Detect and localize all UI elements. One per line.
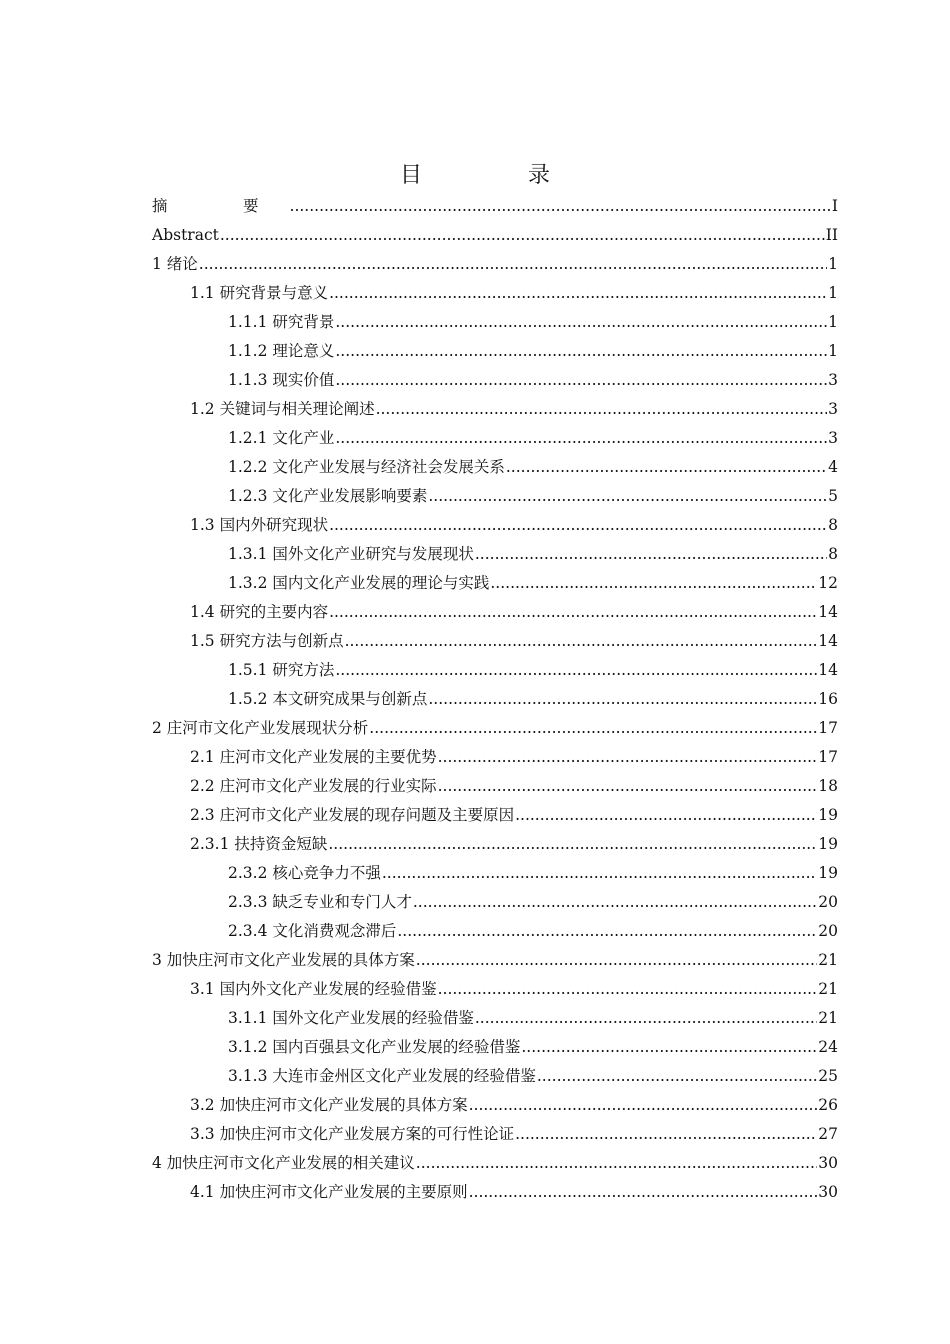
toc-entry-label: 1.1 研究背景与意义	[190, 284, 329, 302]
toc-entry-label: 2.3.2 核心竞争力不强	[228, 864, 381, 882]
toc-entry[interactable]	[152, 598, 838, 627]
toc-entry-label: 1.5.1 研究方法	[228, 661, 335, 679]
toc-entry[interactable]	[152, 917, 838, 946]
toc-entry-page: 1	[828, 284, 838, 302]
toc-leader-dots	[490, 569, 817, 598]
toc-entry-label: 3.3 加快庄河市文化产业发展方案的可行性论证	[190, 1125, 515, 1143]
toc-entry-label: 2.3.1 扶持资金短缺	[190, 835, 328, 853]
toc-entry-label: 1.5.2 本文研究成果与创新点	[228, 690, 428, 708]
toc-leader-dots	[469, 1178, 818, 1207]
toc-entry[interactable]	[152, 1062, 838, 1091]
toc-entry[interactable]	[152, 1149, 838, 1178]
toc-entry-label: 3.1 国内外文化产业发展的经验借鉴	[190, 980, 437, 998]
toc-entry-page: 21	[818, 1009, 838, 1027]
toc-leader-dots	[537, 1062, 817, 1091]
toc-leader-dots	[335, 656, 817, 685]
toc-leader-dots	[428, 685, 817, 714]
toc-entry[interactable]	[152, 859, 838, 888]
toc-leader-dots	[382, 859, 817, 888]
toc-entry-label: 1.3.1 国外文化产业研究与发展现状	[228, 545, 474, 563]
toc-leader-dots	[290, 192, 831, 221]
toc-entry-page: 18	[818, 777, 838, 795]
toc-entry-page: 19	[818, 864, 838, 882]
toc-entry[interactable]	[152, 714, 838, 743]
toc-entry-page: 30	[818, 1183, 838, 1201]
toc-entry-label: 4 加快庄河市文化产业发展的相关建议	[152, 1154, 415, 1172]
toc-leader-dots	[475, 540, 827, 569]
toc-entry-page: 14	[818, 632, 838, 650]
toc-entry[interactable]	[152, 192, 838, 221]
toc-leader-dots	[428, 482, 827, 511]
toc-leader-dots	[416, 1149, 817, 1178]
toc-entry[interactable]	[152, 308, 838, 337]
toc-entry-page: 20	[818, 893, 838, 911]
toc-entry[interactable]	[152, 395, 838, 424]
toc-entry-page: 4	[828, 458, 838, 476]
toc-entry-label: 2.2 庄河市文化产业发展的行业实际	[190, 777, 437, 795]
toc-leader-dots	[376, 395, 828, 424]
toc-entry[interactable]	[152, 540, 838, 569]
toc-entry[interactable]	[152, 830, 838, 859]
toc-entry[interactable]	[152, 366, 838, 395]
toc-entry-page: 25	[818, 1067, 838, 1085]
toc-entry[interactable]	[152, 656, 838, 685]
toc-entry-label: 1.3 国内外研究现状	[190, 516, 329, 534]
toc-leader-dots	[515, 801, 817, 830]
toc-entry-page: 3	[828, 400, 838, 418]
toc-entry-label: 2 庄河市文化产业发展现状分析	[152, 719, 369, 737]
toc-leader-dots	[329, 511, 827, 540]
toc-entry-page: 20	[818, 922, 838, 940]
toc-entry-page: 14	[818, 661, 838, 679]
toc-leader-dots	[515, 1120, 817, 1149]
toc-entry-label: 2.3.3 缺乏专业和专门人才	[228, 893, 412, 911]
toc-entry[interactable]	[152, 946, 838, 975]
toc-leader-dots	[335, 424, 827, 453]
toc-entry-page: 1	[828, 255, 838, 273]
toc-entry-page: 12	[818, 574, 838, 592]
toc-entry-label: 3 加快庄河市文化产业发展的具体方案	[152, 951, 415, 969]
toc-entry-page: 8	[828, 545, 838, 563]
toc-entry[interactable]	[152, 482, 838, 511]
toc-leader-dots	[475, 1004, 817, 1033]
toc-entry-label: 1.2.2 文化产业发展与经济社会发展关系	[228, 458, 505, 476]
toc-entry-label: 3.2 加快庄河市文化产业发展的具体方案	[190, 1096, 468, 1114]
toc-entry[interactable]	[152, 424, 838, 453]
toc-entry-page: I	[831, 197, 838, 215]
toc-entry-page: 17	[818, 748, 838, 766]
toc-entry-label: 3.1.2 国内百强县文化产业发展的经验借鉴	[228, 1038, 521, 1056]
toc-entry[interactable]	[152, 279, 838, 308]
toc-leader-dots	[369, 714, 817, 743]
table-of-contents	[152, 192, 838, 1207]
toc-leader-dots	[397, 917, 817, 946]
toc-entry[interactable]	[152, 772, 838, 801]
toc-entry-label: 1.2 关键词与相关理论阐述	[190, 400, 375, 418]
toc-entry[interactable]	[152, 1120, 838, 1149]
toc-entry-label: 2.3.4 文化消费观念滞后	[228, 922, 397, 940]
toc-entry-page: 27	[818, 1125, 838, 1143]
toc-entry-page: 8	[828, 516, 838, 534]
toc-leader-dots	[335, 337, 827, 366]
toc-entry-label: 2.3 庄河市文化产业发展的现存问题及主要原因	[190, 806, 515, 824]
toc-entry[interactable]	[152, 743, 838, 772]
toc-leader-dots	[329, 279, 827, 308]
toc-entry-label: 3.1.1 国外文化产业发展的经验借鉴	[228, 1009, 474, 1027]
toc-entry[interactable]	[152, 569, 838, 598]
toc-leader-dots	[335, 308, 827, 337]
toc-leader-dots	[345, 627, 818, 656]
toc-entry[interactable]	[152, 685, 838, 714]
toc-entry[interactable]	[152, 1091, 838, 1120]
toc-entry-page: 21	[818, 980, 838, 998]
toc-entry[interactable]	[152, 511, 838, 540]
toc-entry-label: Abstract	[152, 226, 219, 244]
toc-leader-dots	[438, 743, 818, 772]
toc-leader-dots	[521, 1033, 817, 1062]
toc-entry-page: 21	[818, 951, 838, 969]
toc-entry[interactable]	[152, 801, 838, 830]
toc-entry-label: 3.1.3 大连市金州区文化产业发展的经验借鉴	[228, 1067, 536, 1085]
toc-entry-page: II	[825, 226, 838, 244]
toc-entry[interactable]	[152, 1178, 838, 1207]
toc-entry[interactable]	[152, 888, 838, 917]
toc-leader-dots	[438, 975, 818, 1004]
toc-entry-page: 17	[818, 719, 838, 737]
toc-entry-page: 1	[828, 313, 838, 331]
toc-entry-page: 3	[828, 371, 838, 389]
toc-leader-dots	[469, 1091, 818, 1120]
toc-entry-page: 30	[818, 1154, 838, 1172]
toc-entry[interactable]	[152, 453, 838, 482]
toc-entry[interactable]	[152, 250, 838, 279]
toc-leader-dots	[220, 221, 825, 250]
toc-entry-page: 19	[818, 806, 838, 824]
toc-entry-page: 3	[828, 429, 838, 447]
toc-entry-label: 4.1 加快庄河市文化产业发展的主要原则	[190, 1183, 468, 1201]
toc-entry-label: 摘 要	[152, 197, 289, 215]
toc-leader-dots	[329, 598, 817, 627]
toc-leader-dots	[438, 772, 818, 801]
toc-entry-label: 1.2.1 文化产业	[228, 429, 335, 447]
toc-entry-label: 1.2.3 文化产业发展影响要素	[228, 487, 428, 505]
toc-entry-page: 24	[818, 1038, 838, 1056]
toc-entry-page: 19	[818, 835, 838, 853]
toc-entry[interactable]	[152, 221, 838, 250]
toc-entry-label: 1.1.3 现实价值	[228, 371, 335, 389]
toc-leader-dots	[199, 250, 827, 279]
toc-entry-label: 2.1 庄河市文化产业发展的主要优势	[190, 748, 437, 766]
toc-entry[interactable]	[152, 337, 838, 366]
toc-entry[interactable]	[152, 627, 838, 656]
toc-entry-label: 1 绪论	[152, 255, 198, 273]
toc-entry-label: 1.3.2 国内文化产业发展的理论与实践	[228, 574, 490, 592]
toc-entry-label: 1.4 研究的主要内容	[190, 603, 329, 621]
toc-title: 目 录	[399, 163, 592, 188]
toc-entry-page: 14	[818, 603, 838, 621]
toc-leader-dots	[416, 946, 817, 975]
toc-leader-dots	[335, 366, 827, 395]
toc-entry-page: 16	[818, 690, 838, 708]
toc-entry-label: 1.1.2 理论意义	[228, 342, 335, 360]
toc-leader-dots	[413, 888, 817, 917]
toc-entry[interactable]	[152, 1004, 838, 1033]
toc-entry-label: 1.1.1 研究背景	[228, 313, 335, 331]
toc-leader-dots	[328, 830, 817, 859]
toc-entry[interactable]	[152, 1033, 838, 1062]
toc-entry-label: 1.5 研究方法与创新点	[190, 632, 344, 650]
toc-entry-page: 5	[828, 487, 838, 505]
toc-leader-dots	[506, 453, 827, 482]
toc-entry[interactable]	[152, 975, 838, 1004]
toc-entry-page: 1	[828, 342, 838, 360]
toc-entry-page: 26	[818, 1096, 838, 1114]
